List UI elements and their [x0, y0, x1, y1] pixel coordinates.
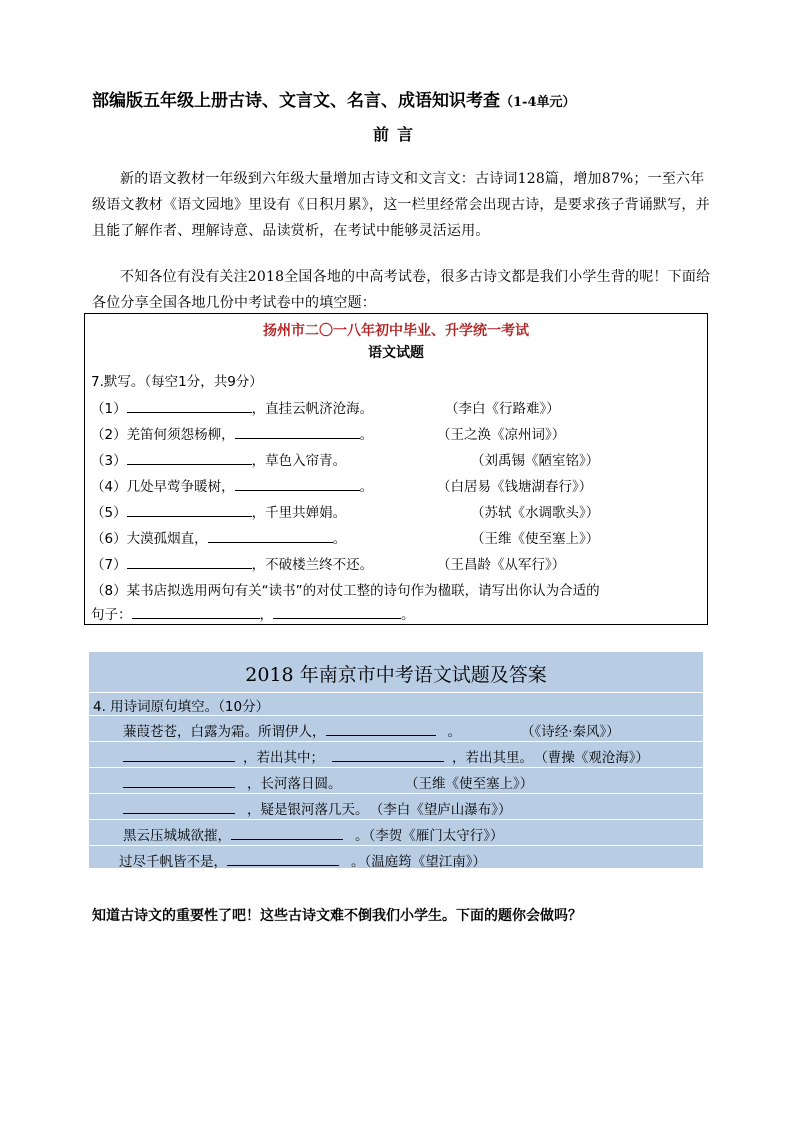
closing-text: 知道古诗文的重要性了吧！这些古诗文难不倒我们小学生。下面的题你会做吗？ — [92, 908, 582, 924]
yangzhou-item-5: （5） ，千里共婵娟。 — [91, 501, 346, 521]
yangzhou-item-3: （3） ，草色入帘青。 — [91, 449, 346, 469]
yangzhou-item-4-source: （白居易《钱塘湖春行》） — [437, 479, 593, 495]
divider — [89, 741, 703, 742]
divider — [89, 715, 703, 716]
divider — [89, 819, 703, 820]
yangzhou-item-3-source: （刘禹锡《陋室铭》） — [471, 453, 600, 469]
answer-blank[interactable] — [123, 747, 235, 762]
nanjing-row-2: ，若出其中； ，若出其里。 （曹操《观沧海》） — [123, 746, 649, 766]
nanjing-row-3: ，长河落日圆。 — [123, 772, 342, 792]
nanjing-row-4-source: （李白《望庐山瀑布》） — [376, 802, 512, 818]
answer-blank[interactable] — [132, 604, 260, 619]
yangzhou-question: 7.默写。（每空1分，共9分） — [91, 374, 263, 390]
title-main: 部编版五年级上册古诗、文言文、名言、成语知识考查 — [92, 91, 500, 111]
divider — [89, 767, 703, 768]
nanjing-row-2-source: （曹操《观沧海》） — [541, 750, 649, 766]
nanjing-row-6-source: （温庭筠《望江南》） — [364, 854, 486, 870]
nanjing-question: 4. 用诗词原句填空。（10分） — [93, 699, 270, 715]
answer-blank[interactable] — [127, 502, 252, 517]
divider — [89, 793, 703, 794]
answer-blank[interactable] — [231, 825, 343, 840]
nanjing-row-4: ，疑是银河落几天。 （李白《望庐山瀑布》） — [123, 798, 512, 818]
answer-blank[interactable] — [227, 851, 339, 866]
answer-blank[interactable] — [326, 721, 436, 736]
document-title — [92, 86, 576, 111]
yangzhou-item-7: （7） ，不破楼兰终不还。 — [91, 553, 373, 573]
divider — [89, 692, 703, 693]
paragraph-1: 新的语文教材一年级到六年级大量增加古诗文和文言文：古诗词128篇，增加87%；一至六年级语文教材《语文园地》里设有《日积月累》，这一栏里经常会出现古诗，是要求孩子背诵默写，并且能了解作者、理解诗意、品读赏析，在考试中能够灵活运用。 — [92, 171, 710, 239]
yangzhou-exam-header: 扬州市二〇一八年初中毕业、升学统一考试 — [263, 323, 529, 339]
divider — [89, 845, 703, 846]
answer-blank[interactable] — [123, 773, 235, 788]
yangzhou-item-8-line2: 句子： ， 。 — [91, 603, 415, 623]
nanjing-row-5: 黑云压城城欲摧， 。（李贺《雁门太守行》） — [123, 824, 504, 844]
yangzhou-item-1: （1） ，直挂云帆济沧海。 — [91, 397, 373, 417]
nanjing-row-6: 过尽千帆皆不是， 。（温庭筠《望江南》） — [119, 850, 486, 870]
answer-blank[interactable] — [127, 554, 252, 569]
yangzhou-exam-box — [84, 313, 708, 625]
yangzhou-item-2-source: （王之涣《凉州词》） — [437, 427, 566, 443]
yangzhou-item-5-source: （苏轼《水调歌头》） — [471, 505, 600, 521]
paragraph-2: 不知各位有没有关注2018全国各地的中高考试卷，很多古诗文都是我们小学生背的呢！下面给各位分享全国各地几份中考试卷中的填空题： — [92, 269, 711, 311]
yangzhou-item-8-line1: （8）某书店拟选用两句有关“读书”的对仗工整的诗句作为楹联，请写出你认为合适的 — [91, 583, 600, 599]
nanjing-row-5-source: （李贺《雁门太守行》） — [368, 828, 504, 844]
title-suffix: （1-4单元） — [500, 95, 576, 110]
nanjing-row-1-source: （《诗经·秦风》） — [521, 724, 620, 740]
yangzhou-item-7-source: （王昌龄《从军行》） — [437, 557, 566, 573]
answer-blank[interactable] — [273, 604, 401, 619]
nanjing-exam-header: 2018 年南京市中考语文试题及答案 — [245, 664, 547, 686]
yangzhou-item-6-source: （王维《使至塞上》） — [471, 531, 600, 547]
nanjing-exam-box — [89, 652, 703, 868]
yangzhou-exam-subheader: 语文试题 — [368, 345, 424, 361]
yangzhou-item-2: （2）羌笛何须怨杨柳， 。 — [91, 423, 373, 443]
answer-blank[interactable] — [208, 528, 333, 543]
preface-heading: 前言 — [372, 125, 421, 144]
answer-blank[interactable] — [332, 747, 444, 762]
answer-blank[interactable] — [127, 450, 252, 465]
nanjing-row-1: 蒹葭苍苍，白露为霜。所谓伊人， 。 — [123, 720, 461, 740]
nanjing-row-3-source: （王维《使至塞上》） — [405, 776, 534, 792]
yangzhou-item-4: （4）几处早莺争暖树， 。 — [91, 475, 373, 495]
answer-blank[interactable] — [123, 799, 235, 814]
yangzhou-item-6: （6）大漠孤烟直， 。 — [91, 527, 346, 547]
yangzhou-item-1-source: （李白《行路难》） — [445, 401, 560, 417]
answer-blank[interactable] — [127, 398, 252, 413]
answer-blank[interactable] — [235, 424, 360, 439]
answer-blank[interactable] — [235, 476, 360, 491]
